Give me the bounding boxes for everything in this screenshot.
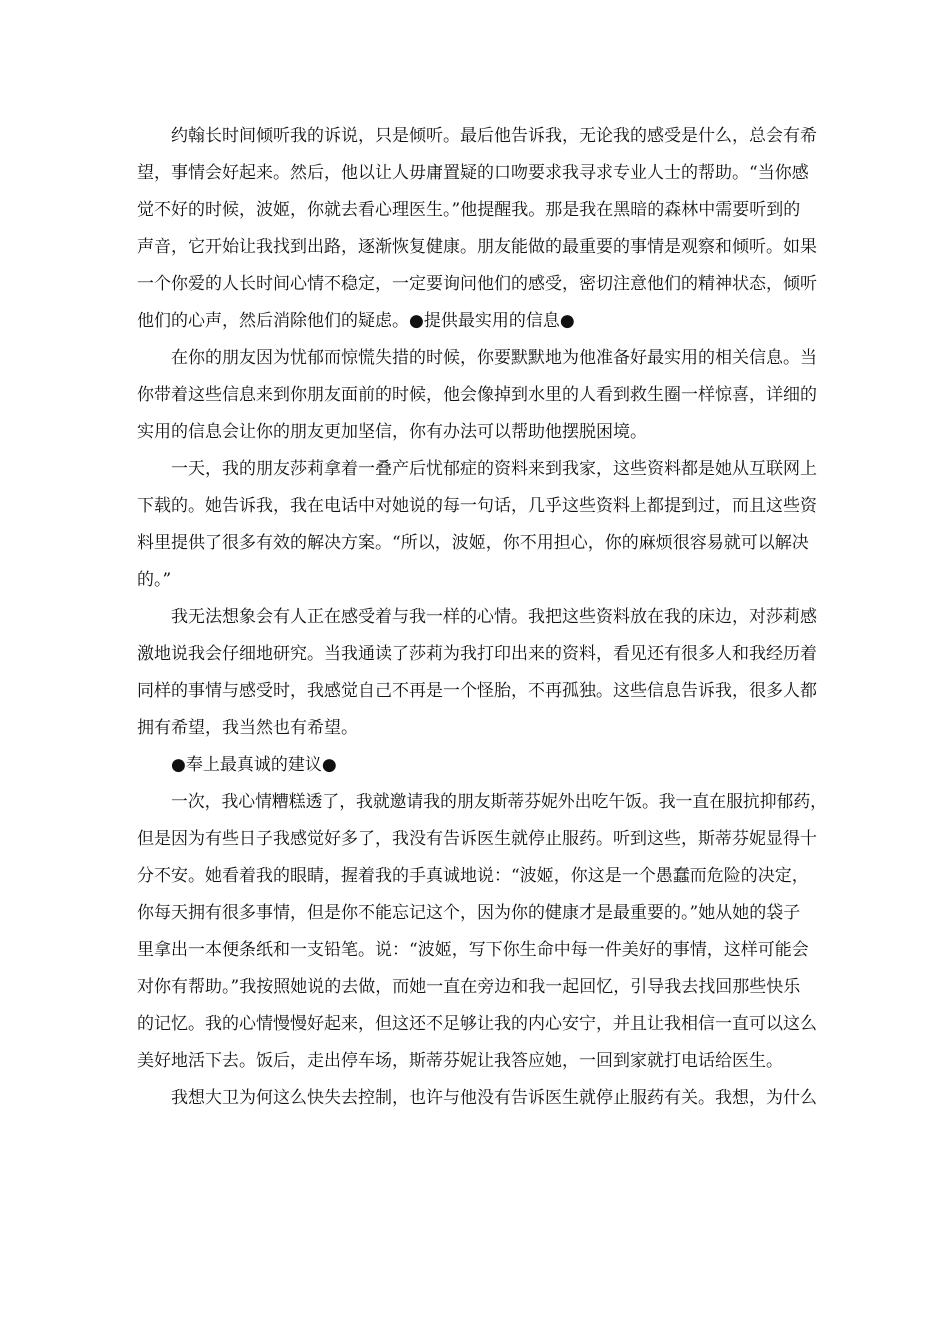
text-line: 同样的事情与感受时，我感觉自己不再是一个怪胎，不再孤独。这些信息告诉我，很多人都 bbox=[137, 681, 817, 701]
text-line: 分不安。她看着我的眼睛，握着我的手真诚地说：“波姬，你这是一个愚蠢而危险的决定， bbox=[137, 866, 809, 886]
text-line: 的。” bbox=[137, 570, 172, 590]
text-line: 约翰长时间倾听我的诉说，只是倾听。最后他告诉我，无论我的感受是什么，总会有希 bbox=[171, 126, 817, 146]
text-line: 我无法想象会有人正在感受着与我一样的心情。我把这些资料放在我的床边，对莎莉感 bbox=[171, 607, 817, 627]
text-line: 实用的信息会让你的朋友更加坚信，你有办法可以帮助他摆脱困境。 bbox=[137, 422, 647, 442]
text-line: 我想大卫为何这么快失去控制，也许与他没有告诉医生就停止服药有关。我想，为什么 bbox=[171, 1088, 817, 1108]
text-line: 你带着这些信息来到你朋友面前的时候，他会像掉到水里的人看到救生圈一样惊喜，详细的 bbox=[137, 385, 817, 405]
text-line: 的记忆。我的心情慢慢好起来，但这还不足够让我的内心安宁，并且让我相信一直可以这么 bbox=[137, 1014, 817, 1034]
text-line: 声音，它开始让我找到出路，逐渐恢复健康。朋友能做的最重要的事情是观察和倾听。如果 bbox=[137, 237, 817, 257]
text-line: 一个你爱的人长时间心情不稳定，一定要询问他们的感受，密切注意他们的精神状态，倾听 bbox=[137, 274, 817, 294]
text-line: 一次，我心情糟糕透了，我就邀请我的朋友斯蒂芬妮外出吃午饭。我一直在服抗抑郁药， bbox=[171, 792, 827, 812]
text-line: 一天，我的朋友莎莉拿着一叠产后忧郁症的资料来到我家，这些资料都是她从互联网上 bbox=[171, 459, 817, 479]
text-line: 望，事情会好起来。然后，他以让人毋庸置疑的口吻要求我寻求专业人士的帮助。“当你感 bbox=[137, 163, 809, 183]
text-line: 美好地活下去。饭后，走出停车场，斯蒂芬妮让我答应她，一回到家就打电话给医生。 bbox=[137, 1051, 783, 1071]
text-line: 但是因为有些日子我感觉好多了，我没有告诉医生就停止服药。听到这些，斯蒂芬妮显得十 bbox=[137, 829, 817, 849]
text-line: 拥有希望，我当然也有希望。 bbox=[137, 718, 358, 738]
text-line: 下载的。她告诉我，我在电话中对她说的每一句话，几乎这些资料上都提到过，而且这些资 bbox=[137, 496, 817, 516]
text-line: 料里提供了很多有效的解决方案。“所以，波姬，你不用担心，你的麻烦很容易就可以解决 bbox=[137, 533, 809, 553]
text-line: 对你有帮助。”我按照她说的去做，而她一直在旁边和我一起回忆，引导我去找回那些快乐 bbox=[137, 977, 801, 997]
text-line: 他们的心声，然后消除他们的疑虑。●提供最实用的信息● bbox=[137, 311, 575, 331]
text-line: 在你的朋友因为忧郁而惊慌失措的时候，你要默默地为他准备好最实用的相关信息。当 bbox=[171, 348, 817, 368]
section-heading: ●奉上最真诚的建议● bbox=[171, 755, 337, 775]
text-line: 里拿出一本便条纸和一支铅笔。说：“波姬，写下你生命中每一件美好的事情，这样可能会 bbox=[137, 940, 809, 960]
text-line: 你每天拥有很多事情，但是你不能忘记这个，因为你的健康才是最重要的。”她从她的袋子 bbox=[137, 903, 801, 923]
text-line: 激地说我会仔细地研究。当我通读了莎莉为我打印出来的资料，看见还有很多人和我经历着 bbox=[137, 644, 817, 664]
text-line: 觉不好的时候，波姬，你就去看心理医生。”他提醒我。那是我在黑暗的森林中需要听到的 bbox=[137, 200, 801, 220]
